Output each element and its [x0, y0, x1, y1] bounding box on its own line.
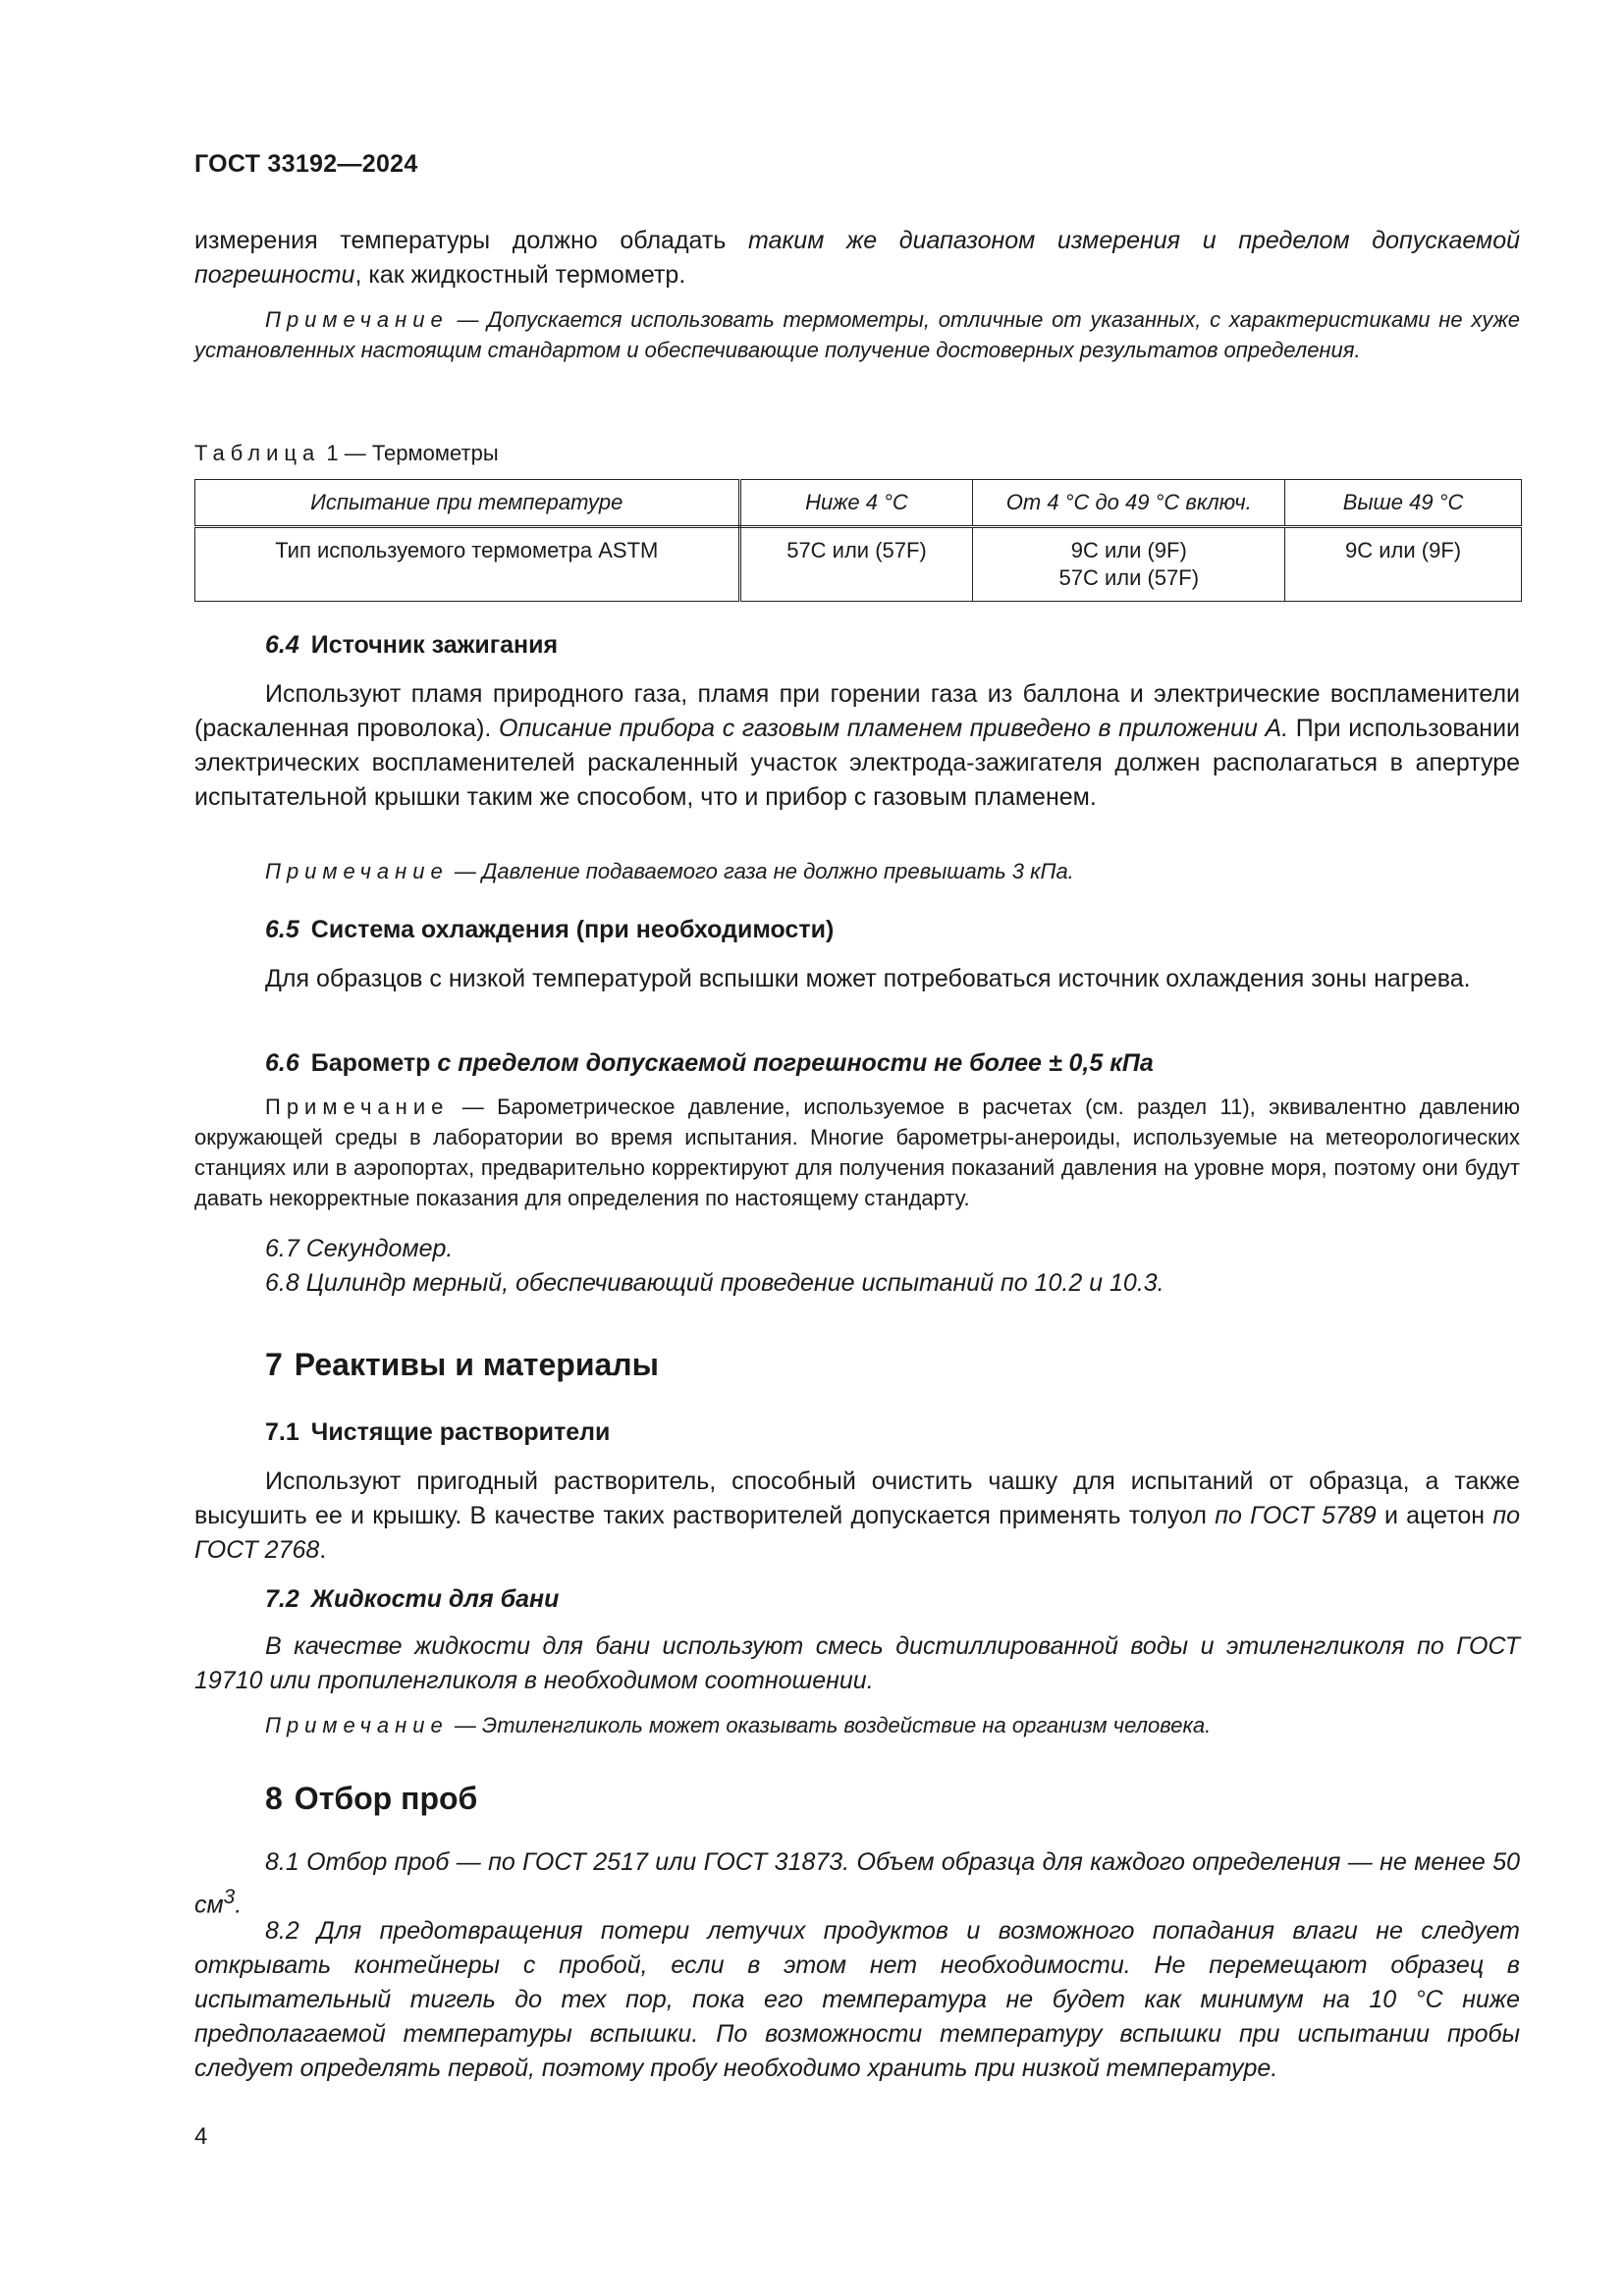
paragraph-text: Используют пригодный растворитель, способный очистить чашку для испытаний от образца, а также высушить ее и крышку. В качестве таких растворителей допускается применять толуол — [194, 1468, 1520, 1529]
section-7-heading — [265, 1345, 659, 1384]
table-caption-label: Таблица — [194, 441, 321, 465]
table-header-cell: Выше 49 °C — [1285, 480, 1522, 527]
note-text: — Давление подаваемого газа не должно превышать 3 кПа. — [448, 859, 1074, 883]
section-6-8: 6.8 Цилиндр мерный, обеспечивающий проведение испытаний по 10.2 и 10.3. — [265, 1269, 1164, 1297]
section-6-5-heading — [265, 913, 834, 947]
page-number: 4 — [194, 2123, 208, 2150]
section-title: Система охлаждения (при необходимости) — [310, 916, 835, 943]
table-caption — [194, 439, 499, 468]
section-6-4-heading — [265, 628, 558, 663]
section-number: 6.6 — [265, 1049, 299, 1077]
paragraph-text: 8.1 Отбор проб — по ГОСТ 2517 или ГОСТ 31873. Объем образца для каждого определения — не менее 50 см — [194, 1848, 1520, 1919]
note-text: — Этиленгликоль может оказывать воздействие на организм человека. — [448, 1713, 1212, 1737]
intro-end: , как жидкостный термометр. — [354, 261, 686, 289]
table-header-cell: Ниже 4 °C — [739, 480, 973, 527]
table-cell-line: 57C или (57F) — [1058, 565, 1200, 590]
note-label: Примечание — [265, 1713, 449, 1737]
section-7-1-heading — [265, 1415, 610, 1450]
section-title-italic: с пределом допускаемой погрешности не более ± 0,5 кПа — [437, 1049, 1154, 1077]
document-header: ГОСТ 33192—2024 — [194, 150, 418, 178]
superscript: 3 — [223, 1886, 236, 1908]
note-label: Примечание — [265, 1095, 450, 1119]
section-title: Жидкости для бани — [310, 1585, 560, 1613]
note-label: Примечание — [265, 307, 449, 332]
note-1 — [194, 304, 1520, 365]
table-cell: Тип используемого термометра ASTM — [195, 527, 740, 602]
paragraph-text: . — [319, 1536, 327, 1564]
section-title: Чистящие растворители — [310, 1418, 611, 1446]
paragraph-text: Используют пламя природного газа, пламя при горении газа из баллона и электрические воспламенители (раскаленная проволока). — [194, 680, 1520, 742]
paragraph-text: и ацетон — [1376, 1502, 1493, 1529]
thermometer-table — [194, 479, 1522, 602]
table-cell-line: 9C или (9F) — [1070, 538, 1187, 562]
note-7-2 — [194, 1710, 1520, 1740]
section-number: 6.4 — [265, 631, 299, 659]
note-6-6 — [194, 1092, 1520, 1213]
paragraph-italic: по ГОСТ 5789 — [1215, 1502, 1377, 1529]
table-cell: 57C или (57F) — [739, 527, 973, 602]
section-number: 8 — [265, 1781, 283, 1816]
section-6-4-paragraph — [194, 677, 1520, 815]
section-6-7: 6.7 Секундомер. — [265, 1235, 454, 1262]
section-number: 7 — [265, 1347, 283, 1382]
section-8-1 — [194, 1845, 1520, 1922]
paragraph-italic: Описание прибора с газовым пламенем приведено в приложении А. — [499, 715, 1289, 742]
table-header-cell: От 4 °C до 49 °C включ. — [973, 480, 1285, 527]
note-6-4 — [194, 856, 1520, 886]
intro-paragraph — [194, 224, 1520, 293]
note-label: Примечание — [265, 859, 449, 883]
table-caption-text: 1 — Термометры — [320, 441, 499, 465]
table-cell — [973, 527, 1285, 602]
table-header-row — [195, 480, 1522, 527]
section-title: Реактивы и материалы — [294, 1347, 659, 1382]
section-8-heading — [265, 1779, 477, 1818]
section-7-2-paragraph: В качестве жидкости для бани используют смесь дистиллированной воды и этиленгликоля по ГОСТ 19710 или пропиленгликоля в необходимом соотношении. — [194, 1632, 1520, 1694]
table-header-cell: Испытание при температуре — [195, 480, 740, 527]
paragraph-italic: по ГОСТ 2768 — [194, 1502, 1520, 1564]
section-title: Отбор проб — [294, 1781, 478, 1816]
intro-italic: таким же диапазоном измерения и пределом допускаемой погрешности — [194, 227, 1521, 289]
note-1-text: — Допускается использовать термометры, отличные от указанных, с характеристиками не хуже установленных настоящим стандартом и обеспечивающие получение достоверных результатов определения. — [194, 307, 1520, 362]
section-number: 7.2 — [265, 1585, 299, 1613]
intro-text: измерения температуры должно обладать — [194, 227, 749, 254]
table-row — [195, 527, 1522, 602]
paragraph-end: . — [235, 1891, 243, 1919]
section-7-1-paragraph — [194, 1465, 1520, 1568]
section-8-2: 8.2 Для предотвращения потери летучих продуктов и возможного попадания влаги не следует открывать контейнеры с пробой, если в этом нет необходимости. Не перемещают образец в испытательный тигель до тех пор, пока его температура не будет как минимум на 10 °C ниже предполагаемой температуры вспышки. По возможности температуру вспышки при испытании пробы следует определять первой, поэтому пробу необходимо хранить при низкой температуре. — [194, 1917, 1520, 2082]
section-title: Источник зажигания — [310, 631, 559, 659]
section-title: Барометр — [310, 1049, 438, 1077]
section-7-2-heading — [265, 1582, 559, 1617]
section-number: 7.1 — [265, 1418, 299, 1446]
note-text: — Барометрическое давление, используемое в расчетах (см. раздел 11), эквивалентно давлению окружающей среды в лаборатории во время испытания. Многие барометры-анероиды, используемые на метеорологических станциях или в аэропортах, предварительно корректируют для получения показаний давления на уровне моря, поэтому они будут давать некорректные показания для определения по настоящему стандарту. — [194, 1095, 1520, 1210]
section-number: 6.5 — [265, 916, 299, 943]
section-6-5-paragraph: Для образцов с низкой температурой вспышки может потребоваться источник охлаждения зоны нагрева. — [265, 965, 1471, 992]
paragraph-text: При использовании электрических воспламенителей раскаленный участок электрода-зажигателя должен располагаться в апертуре испытательной крышки таким же способом, что и прибор с газовым пламенем. — [194, 715, 1520, 811]
section-6-6-heading — [265, 1046, 1154, 1081]
table-cell: 9C или (9F) — [1285, 527, 1522, 602]
